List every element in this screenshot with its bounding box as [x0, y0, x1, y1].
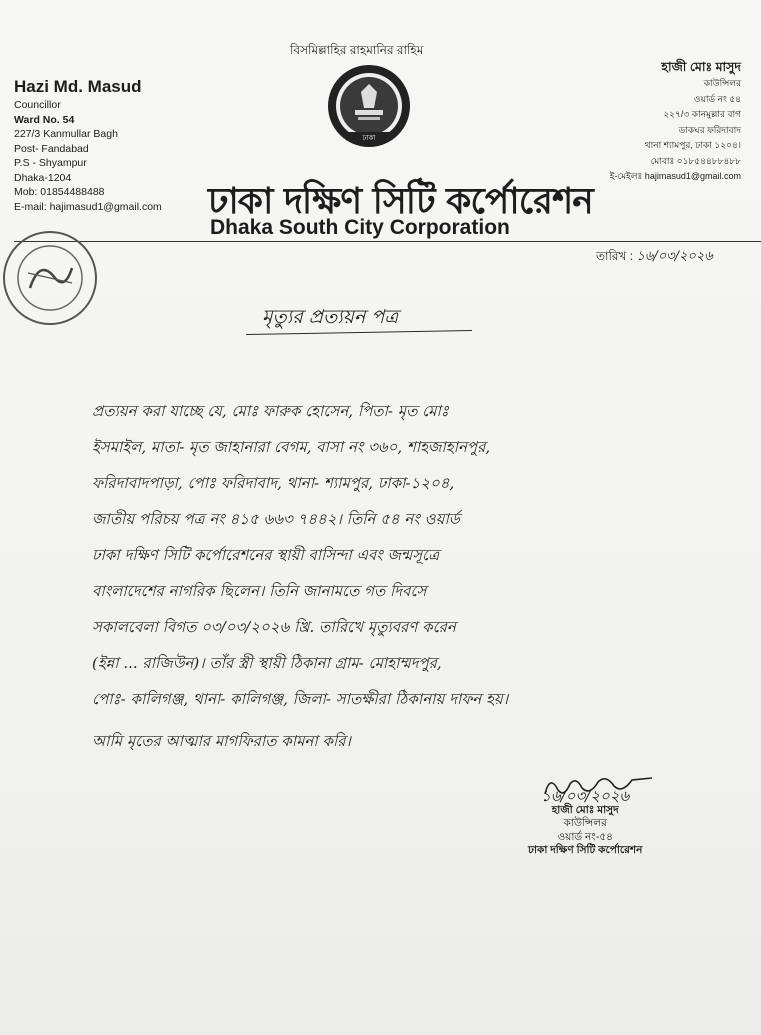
body-line-6: বাংলাদেশের নাগরিক ছিলেন। তিনি জানামতে গত দিবসে: [92, 582, 427, 600]
signature-organization: ঢাকা দক্ষিণ সিটি কর্পোরেশন: [528, 844, 643, 856]
signature-title: কাউন্সিলর: [563, 817, 607, 829]
logo-text: ঢাকা: [362, 134, 376, 142]
address-line-1-en: 227/3 Kanmullar Bagh: [14, 128, 118, 140]
body-line-9: পোঃ- কালিগঞ্জ, থানা- কালিগঞ্জ, জিলা- সাতক্ষীরা ঠিকানায় দাফন হয়।: [92, 690, 509, 708]
body-line-3: ফরিদাবাদপাড়া, পোঃ ফরিদাবাদ, থানা- শ্যামপুর, ঢাকা-১২০৪,: [92, 474, 455, 492]
city-corporation-logo: [325, 62, 413, 162]
bismillah-text: বিসমিল্লাহির রাহমানির রাহিম: [290, 43, 424, 57]
address-line-4-en: Dhaka-1204: [14, 171, 72, 184]
mobile-en: Mob: 01854488488: [14, 186, 105, 198]
email-bn: ই-মেইলঃ hajimasud1@gmail.com: [609, 171, 741, 181]
signature-ward: ওয়ার্ড নং-৫৪: [557, 830, 613, 843]
councillor-name-bn: হাজী মোঃ মাসুদ: [661, 60, 741, 74]
body-line-1: প্রত্যয়ন করা যাচ্ছে যে, মোঃ ফারুক হোসেন, পিতা- মৃত মোঃ: [92, 402, 449, 420]
date-value: ১৬/০৩/২০২৬: [636, 249, 713, 264]
address-line-3-en: P.S - Shyampur: [14, 157, 87, 169]
letter-subject: মৃত্যুর প্রত্যয়ন পত্র: [262, 306, 399, 328]
email-en: E-mail: hajimasud1@gmail.com: [14, 200, 162, 213]
councillor-info-en: [14, 76, 162, 214]
address-line-3-bn: থানা শ্যামপুর, ঢাকা ১২০৪।: [644, 140, 741, 150]
councillor-title-bn: কাউন্সিলর: [703, 78, 741, 88]
official-round-stamp: [0, 228, 100, 328]
body-line-5: ঢাকা দক্ষিণ সিটি কর্পোরেশনের স্থায়ী বাসিন্দা এবং জন্মসূত্রে: [92, 546, 440, 564]
organization-name-bn: ঢাকা দক্ষিণ সিটি কর্পোরেশন: [208, 181, 593, 222]
body-line-4: জাতীয় পরিচয় পত্র নং ৪১৫ ৬৬৩ ৭৪৪২। তিনি ৫৪ নং ওয়ার্ড: [92, 510, 460, 528]
address-line-2-bn: ডাকঘর ফরিদাবাদ: [678, 124, 741, 135]
signature-block: [528, 787, 643, 858]
address-line-2-en: Post- Fandabad: [14, 142, 89, 155]
address-line-1-bn: ২২৭/৩ কানমুল্লার বাগ: [663, 109, 741, 119]
date-label: তারিখ :: [596, 249, 634, 263]
councillor-title-en: Councillor: [14, 99, 61, 111]
body-line-7: সকালবেলা বিগত ০৩/০৩/২০২৬ খ্রি. তারিখে মৃত্যুবরণ করেন: [92, 618, 456, 636]
signature-name: হাজী মোঃ মাসুদ: [551, 803, 619, 816]
mobile-bn: মোবাঃ ০১৮৫৪৪৮৮৪৮৮: [650, 155, 741, 166]
header-divider: [14, 241, 761, 242]
body-line-8: (ইন্না ... রাজিউন)। তাঁর স্ত্রী স্থায়ী ঠিকানা গ্রাম- মোহাম্মদপুর,: [92, 654, 442, 672]
body-line-10: আমি মৃতের আত্মার মাগফিরাত কামনা করি।: [92, 732, 351, 750]
body-line-2: ইসমাইল, মাতা- মৃত জাহানারা বেগম, বাসা নং ৩৬০, শাহজাহানপুর,: [92, 438, 491, 456]
ward-number-en: Ward No. 54: [14, 113, 75, 126]
ward-number-bn: ওয়ার্ড নং ৫৪: [693, 93, 741, 104]
date-line: [596, 247, 713, 268]
signature-date: ১৬/০৩/২০২৬: [541, 787, 630, 805]
councillor-info-bn: [610, 58, 741, 185]
councillor-name-en: Hazi Md. Masud: [14, 77, 142, 96]
organization-name-en: Dhaka South City Corporation: [210, 216, 510, 239]
